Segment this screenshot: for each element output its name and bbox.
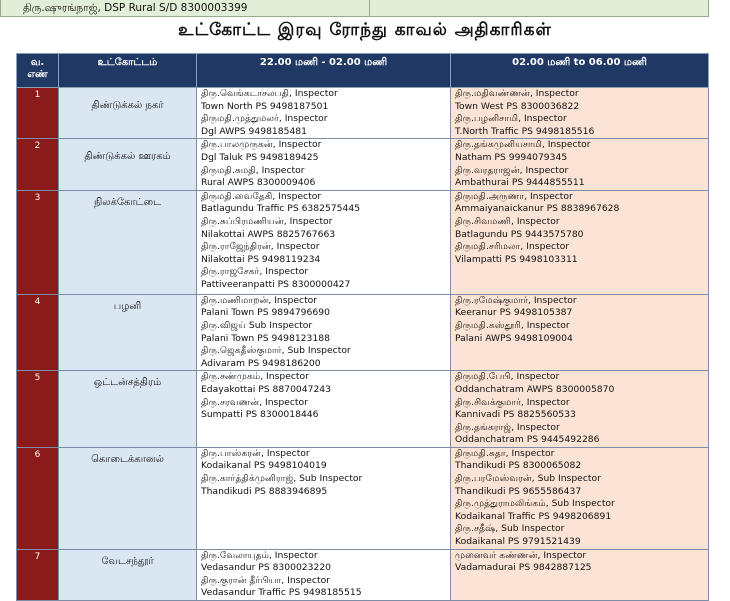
station-phone: Vilampatti PS 9498103311: [455, 253, 578, 265]
subdivision-name: திண்டுக்கல் ஊரகம்: [59, 139, 197, 190]
station-phone: Rural AWPS 8300009406: [201, 177, 316, 189]
station-phone: Nilakottai PS 9498119234: [201, 253, 321, 265]
station-phone: Adivaram PS 9498186200: [201, 357, 321, 369]
header-shift-2: 02.00 மணி to 06.00 மணி: [451, 54, 709, 88]
station-phone: Palani Town PS 9894796690: [201, 307, 330, 319]
station-phone: Thandikudi PS 9655586437: [455, 485, 582, 497]
officer-name: திரு.பரமேஸ்வரன், Sub Inspector: [455, 473, 601, 485]
officer-name: திரு.ராஜேந்திரன், Inspector: [201, 241, 320, 253]
station-phone: Kodaikanal PS 9791521439: [455, 536, 581, 548]
officer-name: திரு.தங்கராஜ், Inspector: [455, 421, 560, 433]
table-row: [17, 190, 709, 294]
station-phone: Oddanchatram AWPS 8300005870: [455, 383, 615, 395]
subdivision-name: திண்டுக்கல் நகர்: [59, 88, 197, 139]
officer-name: திருமதி.சுதா, Inspector: [455, 447, 555, 459]
officer-name: திருமதி.முத்துமலர், Inspector: [201, 113, 328, 125]
station-phone: Sumpatti PS 8300018446: [201, 409, 319, 421]
shift-2-officers: [451, 88, 709, 139]
row-number: 2: [17, 139, 59, 190]
officer-name: திரு.பழனிசாமி, Inspector: [455, 113, 567, 125]
officer-name: திரு.கார்த்திக்முனிராஜ், Sub Inspector: [201, 473, 363, 485]
row-number: 5: [17, 371, 59, 448]
table-row: [17, 549, 709, 600]
officer-name: திருமதி.பேபி, Inspector: [455, 371, 560, 383]
station-phone: Vedasandur PS 8300023220: [201, 562, 332, 574]
header-sno: வ. எண்: [17, 54, 59, 88]
officer-name: திரு.சதீஷ், Sub Inspector: [455, 523, 565, 535]
table-row: [17, 371, 709, 448]
officer-name: திரு.தங்கமுனியசாமி, Inspector: [455, 139, 591, 151]
officer-name: திருமதி.அருணா, Inspector: [455, 190, 573, 202]
dsp-contact-line: திரு.ஷுரங்நாஜ், DSP Rural S/D 8300003399: [23, 2, 248, 14]
subdivision-name: பழனி: [59, 294, 197, 371]
shift-1-officers: [197, 88, 451, 139]
shift-1-officers: [197, 294, 451, 371]
officer-name: திரு.வெங்கடாசலபதி, Inspector: [201, 88, 338, 99]
station-phone: Town North PS 9498187501: [201, 100, 329, 112]
station-phone: Ammaiyanaickanur PS 8838967628: [455, 203, 620, 215]
shift-1-officers: [197, 549, 451, 600]
officer-name: திரு.சுப்பிரமணியன், Inspector: [201, 215, 333, 227]
station-phone: Natham PS 9994079345: [455, 151, 568, 163]
station-phone: Oddanchatram PS 9445492286: [455, 434, 600, 446]
table-header-row: [17, 54, 709, 88]
officer-name: திருமதி.சுமதி, Inspector: [201, 164, 305, 176]
officer-name: திரு.விஜய் Sub Inspector: [201, 319, 313, 331]
station-phone: Vadamadurai PS 9842887125: [455, 562, 592, 574]
table-row: [17, 88, 709, 139]
officer-name: திரு.ரமேஷ்குமார், Inspector: [455, 294, 577, 306]
station-phone: T.North Traffic PS 9498185516: [455, 125, 595, 137]
subdivision-name: வேடசந்தூர்: [59, 549, 197, 600]
row-number: 3: [17, 190, 59, 294]
station-phone: Palani Town PS 9498123188: [201, 332, 330, 344]
shift-2-officers: [451, 447, 709, 549]
shift-1-officers: [197, 447, 451, 549]
shift-2-officers: [451, 139, 709, 190]
station-phone: Dgl AWPS 9498185481: [201, 125, 307, 137]
station-phone: Pattiveeranpatti PS 8300000427: [201, 278, 351, 290]
officer-name: திரு.குரான் தீர்பியா, Inspector: [201, 574, 330, 586]
officer-name: முனைவர் கண்ணன், Inspector: [455, 549, 587, 561]
officer-name: திரு.முத்துராமலிங்கம், Sub Inspector: [455, 498, 615, 510]
header-divider: [369, 0, 370, 16]
officer-name: திரு.மணிமாறன், Inspector: [201, 294, 318, 306]
officer-name: திரு.மதிவண்ணன், Inspector: [455, 88, 579, 99]
shift-2-officers: [451, 549, 709, 600]
shift-2-officers: [451, 371, 709, 448]
station-phone: Dgl Taluk PS 9498189425: [201, 151, 319, 163]
officer-name: திரு.சிவமணி, Inspector: [455, 215, 560, 227]
station-phone: Batlagundu PS 9443575780: [455, 228, 584, 240]
officer-name: திரு.ராஜசேகர், Inspector: [201, 266, 309, 278]
station-phone: Kodaikanal Traffic PS 9498206891: [455, 510, 612, 522]
header-shift-1: 22.00 மணி - 02.00 மணி: [197, 54, 451, 88]
station-phone: Vedasandur Traffic PS 9498185515: [201, 587, 362, 599]
station-phone: Edayakottai PS 8870047243: [201, 383, 332, 395]
station-phone: Batlagundu Traffic PS 6382575445: [201, 203, 361, 215]
station-phone: Town West PS 8300036822: [455, 100, 580, 112]
subdivision-name: ஒட்டன்சத்திரம்: [59, 371, 197, 448]
officer-name: திரு.பாலமுருகன், Inspector: [201, 139, 322, 151]
row-number: 7: [17, 549, 59, 600]
shift-2-officers: [451, 294, 709, 371]
page-title: உட்கோட்ட இரவு ரோந்து காவல் அதிகாரிகள்: [178, 20, 552, 40]
station-phone: Thandikudi PS 8883946895: [201, 485, 328, 497]
station-phone: Keeranur PS 9498105387: [455, 307, 573, 319]
station-phone: Kannivadi PS 8825560533: [455, 409, 576, 421]
station-phone: Ambathurai PS 9444855511: [455, 177, 585, 189]
header-info-box: [0, 0, 709, 17]
officer-name: திருமதி.கஸ்தூரி, Inspector: [455, 319, 570, 331]
station-phone: Kodaikanal PS 9498104019: [201, 460, 327, 472]
row-number: 1: [17, 88, 59, 139]
subdivision-name: நிலக்கோட்டை: [59, 190, 197, 294]
station-phone: Thandikudi PS 8300065082: [455, 460, 582, 472]
officer-name: திருமதி.சரிமலா, Inspector: [455, 241, 570, 253]
row-number: 6: [17, 447, 59, 549]
subdivision-name: கொடைக்கானல்: [59, 447, 197, 549]
station-phone: Palani AWPS 9498109004: [455, 332, 573, 344]
officer-name: திரு.பாஸ்கரன், Inspector: [201, 447, 310, 459]
officer-name: திரு.சிவக்குமார், Inspector: [455, 396, 570, 408]
officer-name: திரு.வேலாயுதம், Inspector: [201, 549, 318, 561]
header-subdivision: உட்கோட்டம்: [59, 54, 197, 88]
shift-1-officers: [197, 190, 451, 294]
officer-name: திரு.வரதராஜன், Inspector: [455, 164, 569, 176]
officer-name: திருமதி.வைதேகி, Inspector: [201, 190, 322, 202]
station-phone: Nilakottai AWPS 8825767663: [201, 228, 336, 240]
shift-1-officers: [197, 139, 451, 190]
shift-1-officers: [197, 371, 451, 448]
table-row: [17, 447, 709, 549]
officer-name: திரு.சண்முகம், Inspector: [201, 371, 309, 383]
officer-name: திரு.ஜெகதீஸ்குமார், Sub Inspector: [201, 345, 351, 357]
table-row: [17, 294, 709, 371]
night-patrol-table: [16, 53, 709, 601]
table-row: [17, 139, 709, 190]
officer-name: திரு.சரவணன், Inspector: [201, 396, 308, 408]
shift-2-officers: [451, 190, 709, 294]
row-number: 4: [17, 294, 59, 371]
